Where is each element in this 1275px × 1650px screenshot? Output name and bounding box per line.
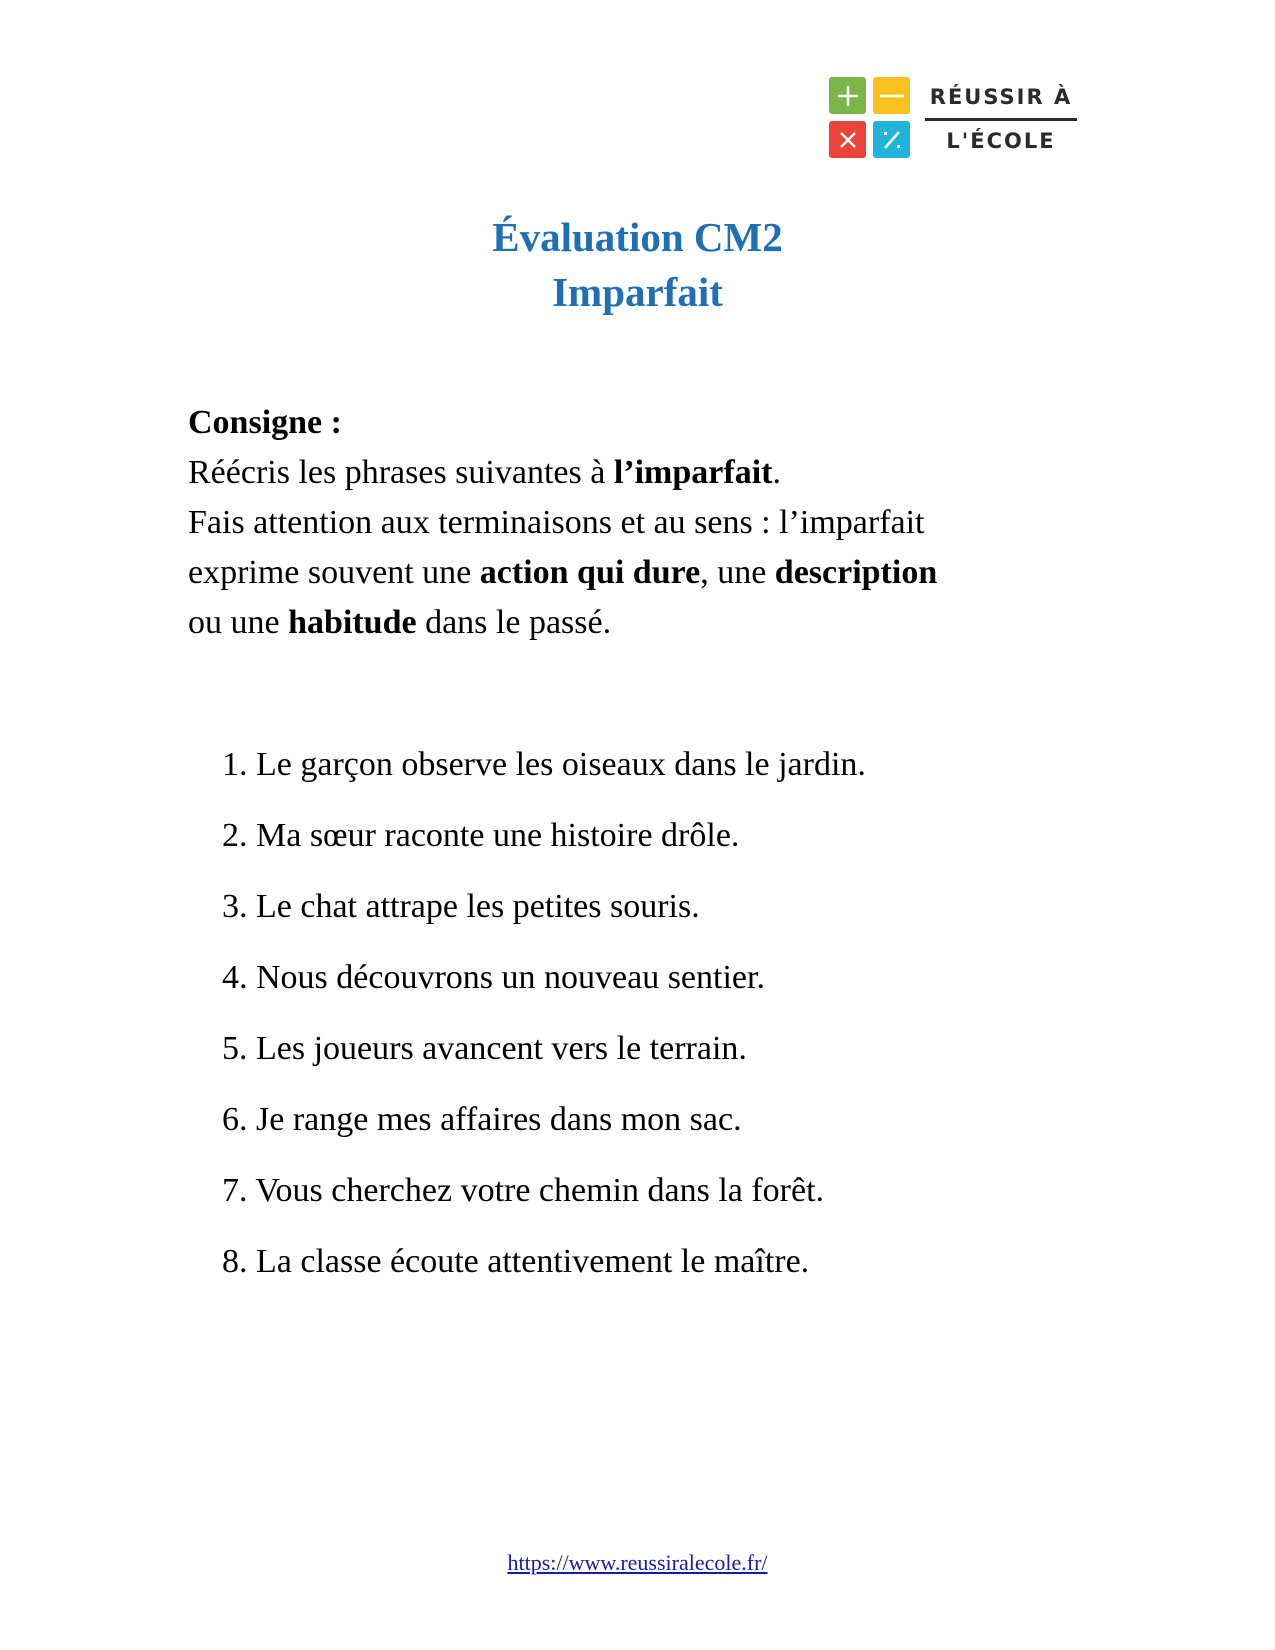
logo-divider xyxy=(925,118,1077,121)
text: ou une xyxy=(188,604,289,641)
plus-icon xyxy=(835,83,861,109)
percent-icon xyxy=(879,127,905,153)
logo-bottom-text: L'ÉCOLE xyxy=(946,129,1056,153)
instructions-line-2: Fais attention aux terminaisons et au sens : l’imparfait xyxy=(188,504,925,541)
plus-tile xyxy=(829,77,866,114)
text: dans le passé. xyxy=(416,604,612,641)
page-title xyxy=(0,210,1275,320)
logo-wordmark xyxy=(925,77,1077,161)
exercise-item: 4. Nous découvrons un nouveau sentier. xyxy=(222,959,765,996)
text: exprime souvent une xyxy=(188,554,480,591)
exercise-item: 1. Le garçon observe les oiseaux dans le jardin. xyxy=(222,746,866,783)
minus-icon xyxy=(879,83,905,109)
text: . xyxy=(772,454,781,491)
minus-tile xyxy=(873,77,910,114)
exercise-list xyxy=(222,740,1082,1308)
emphasis-description: description xyxy=(774,554,938,591)
emphasis-imparfait: l’imparfait xyxy=(613,454,773,491)
title-line-2: Imparfait xyxy=(552,269,723,315)
emphasis-action: action qui dure xyxy=(479,554,701,591)
times-tile xyxy=(829,121,866,158)
text: , une xyxy=(700,554,775,591)
website-link[interactable]: https://www.reussiralecole.fr/ xyxy=(507,1550,768,1575)
exercise-item: 8. La classe écoute attentivement le maître. xyxy=(222,1243,810,1280)
title-line-1: Évaluation CM2 xyxy=(492,214,783,260)
logo-top-text: RÉUSSIR À xyxy=(929,85,1073,109)
instructions-line-1 xyxy=(188,448,1088,498)
instructions xyxy=(188,398,1088,648)
instructions-line-4 xyxy=(188,598,1088,648)
text: Réécris les phrases suivantes à xyxy=(188,454,614,491)
logo-tiles xyxy=(829,77,913,161)
exercise-item: 7. Vous cherchez votre chemin dans la forêt. xyxy=(222,1172,825,1209)
exercise-item: 3. Le chat attrape les petites souris. xyxy=(222,888,700,925)
exercise-item: 2. Ma sœur raconte une histoire drôle. xyxy=(222,817,740,854)
footer xyxy=(0,1548,1275,1578)
logo xyxy=(829,77,1079,161)
emphasis-habitude: habitude xyxy=(288,604,417,641)
times-icon xyxy=(835,127,861,153)
exercise-item: 6. Je range mes affaires dans mon sac. xyxy=(222,1101,742,1138)
instructions-heading: Consigne : xyxy=(188,404,342,441)
instructions-line-3 xyxy=(188,548,1088,598)
percent-tile xyxy=(873,121,910,158)
exercise-item: 5. Les joueurs avancent vers le terrain. xyxy=(222,1030,747,1067)
